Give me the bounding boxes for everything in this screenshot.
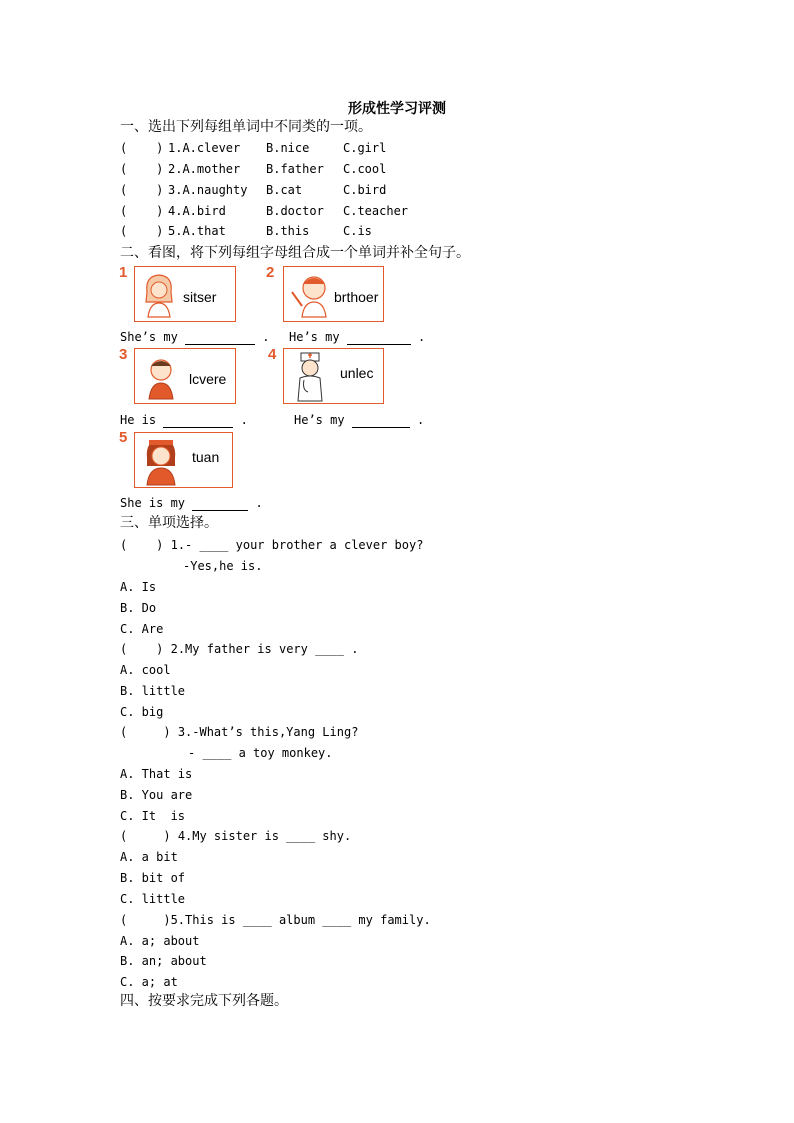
sentence-end: . xyxy=(417,413,425,427)
question-text: 3.-What’s this,Yang Ling? xyxy=(177,725,359,739)
option-b: B.nice xyxy=(266,141,310,155)
picture-card-1 xyxy=(134,266,236,322)
sentence-text: He’s my xyxy=(294,413,345,427)
question-text: 5.This is ____ album ____ my family. xyxy=(170,913,431,927)
option-b: B.cat xyxy=(266,183,303,197)
sentence-text: She’s my xyxy=(120,330,178,344)
picture-card-3 xyxy=(134,348,236,404)
question-reply: - ____ a toy monkey. xyxy=(188,746,333,760)
scrambled-word: lcvere xyxy=(189,371,227,387)
option-a: A. Is xyxy=(120,580,157,594)
picture-card-4 xyxy=(283,348,384,404)
mc-question-5 xyxy=(120,912,431,928)
option-b: B. bit of xyxy=(120,871,186,885)
option-b: B. an; about xyxy=(120,954,207,968)
option-b: B. little xyxy=(120,684,186,698)
option-c: C. a; at xyxy=(120,975,178,989)
boy-icon xyxy=(288,270,336,318)
sentence-4 xyxy=(294,412,424,428)
answer-paren[interactable]: ( ) xyxy=(120,913,171,927)
picture-card-2 xyxy=(283,266,384,322)
option-a: 1.A.clever xyxy=(168,141,241,155)
answer-paren[interactable]: ( ) xyxy=(120,162,164,176)
option-a: 3.A.naughty xyxy=(168,183,248,197)
section3-heading: 三、单项选择。 xyxy=(120,515,218,531)
option-a: A. a bit xyxy=(120,850,178,864)
sentence-end: . xyxy=(418,330,426,344)
answer-paren[interactable]: ( ) xyxy=(120,224,164,238)
option-a: 4.A.bird xyxy=(168,204,226,218)
option-c: C.teacher xyxy=(343,204,409,218)
sentence-2 xyxy=(289,329,425,345)
answer-blank[interactable] xyxy=(185,332,255,345)
girl-icon xyxy=(139,270,179,318)
option-c: C. little xyxy=(120,892,186,906)
option-a: 5.A.that xyxy=(168,224,226,238)
option-c: C.is xyxy=(343,224,372,238)
mc-question-4 xyxy=(120,828,351,844)
option-c: C.cool xyxy=(343,162,387,176)
scrambled-word: unlec xyxy=(340,365,374,381)
mc-question-3 xyxy=(120,724,358,740)
card-number: 2 xyxy=(266,264,275,281)
scrambled-word: brthoer xyxy=(334,289,379,305)
section1-heading: 一、选出下列每组单词中不同类的一项。 xyxy=(120,119,372,135)
option-c: C. Are xyxy=(120,622,164,636)
sentence-text: She is my xyxy=(120,496,186,510)
answer-blank[interactable] xyxy=(352,415,410,428)
option-c: C.bird xyxy=(343,183,387,197)
sentence-end: . xyxy=(255,496,263,510)
option-b: B.father xyxy=(266,162,324,176)
answer-paren[interactable]: ( ) xyxy=(120,538,164,552)
doctor-icon xyxy=(288,352,332,402)
sentence-5 xyxy=(120,495,263,511)
answer-paren[interactable]: ( ) xyxy=(120,725,171,739)
section4-heading: 四、按要求完成下列各题。 xyxy=(120,993,288,1009)
option-b: B.doctor xyxy=(266,204,324,218)
option-a: A. That is xyxy=(120,767,193,781)
mc-question-1 xyxy=(120,537,423,553)
option-b: B.this xyxy=(266,224,310,238)
aunt-icon xyxy=(139,436,183,486)
scrambled-word: sitser xyxy=(183,289,217,305)
picture-card-5 xyxy=(134,432,233,488)
page-title: 形成性学习评测 xyxy=(348,101,446,117)
section2-heading: 二、看图，将下列每组字母组合成一个单词并补全句子。 xyxy=(120,245,470,261)
question-text: 4.My sister is ____ shy. xyxy=(177,829,352,843)
card-number: 3 xyxy=(119,346,128,363)
clever-boy-icon xyxy=(139,352,183,400)
answer-paren[interactable]: ( ) xyxy=(120,183,164,197)
option-b: B. Do xyxy=(120,601,157,615)
card-number: 5 xyxy=(119,429,128,446)
option-a: A. cool xyxy=(120,663,171,677)
card-number: 1 xyxy=(119,264,128,281)
answer-paren[interactable]: ( ) xyxy=(120,642,164,656)
question-text: 2.My father is very ____ . xyxy=(170,642,359,656)
question-reply: -Yes,he is. xyxy=(183,559,263,573)
option-c: C.girl xyxy=(343,141,387,155)
answer-blank[interactable] xyxy=(192,498,248,511)
answer-paren[interactable]: ( ) xyxy=(120,204,164,218)
option-a: A. a; about xyxy=(120,934,200,948)
scrambled-word: tuan xyxy=(192,449,220,465)
option-b: B. You are xyxy=(120,788,193,802)
mc-question-2 xyxy=(120,641,358,657)
card-number: 4 xyxy=(268,346,277,363)
answer-blank[interactable] xyxy=(347,332,411,345)
answer-paren[interactable]: ( ) xyxy=(120,141,164,155)
sentence-3 xyxy=(120,412,248,428)
option-c: C. It is xyxy=(120,809,186,823)
sentence-1 xyxy=(120,329,270,345)
sentence-text: He’s my xyxy=(289,330,340,344)
answer-blank[interactable] xyxy=(163,415,233,428)
sentence-end: . xyxy=(262,330,270,344)
sentence-text: He is xyxy=(120,413,157,427)
sentence-end: . xyxy=(240,413,248,427)
option-a: 2.A.mother xyxy=(168,162,241,176)
question-text: 1.- ____ your brother a clever boy? xyxy=(170,538,424,552)
option-c: C. big xyxy=(120,705,164,719)
answer-paren[interactable]: ( ) xyxy=(120,829,171,843)
